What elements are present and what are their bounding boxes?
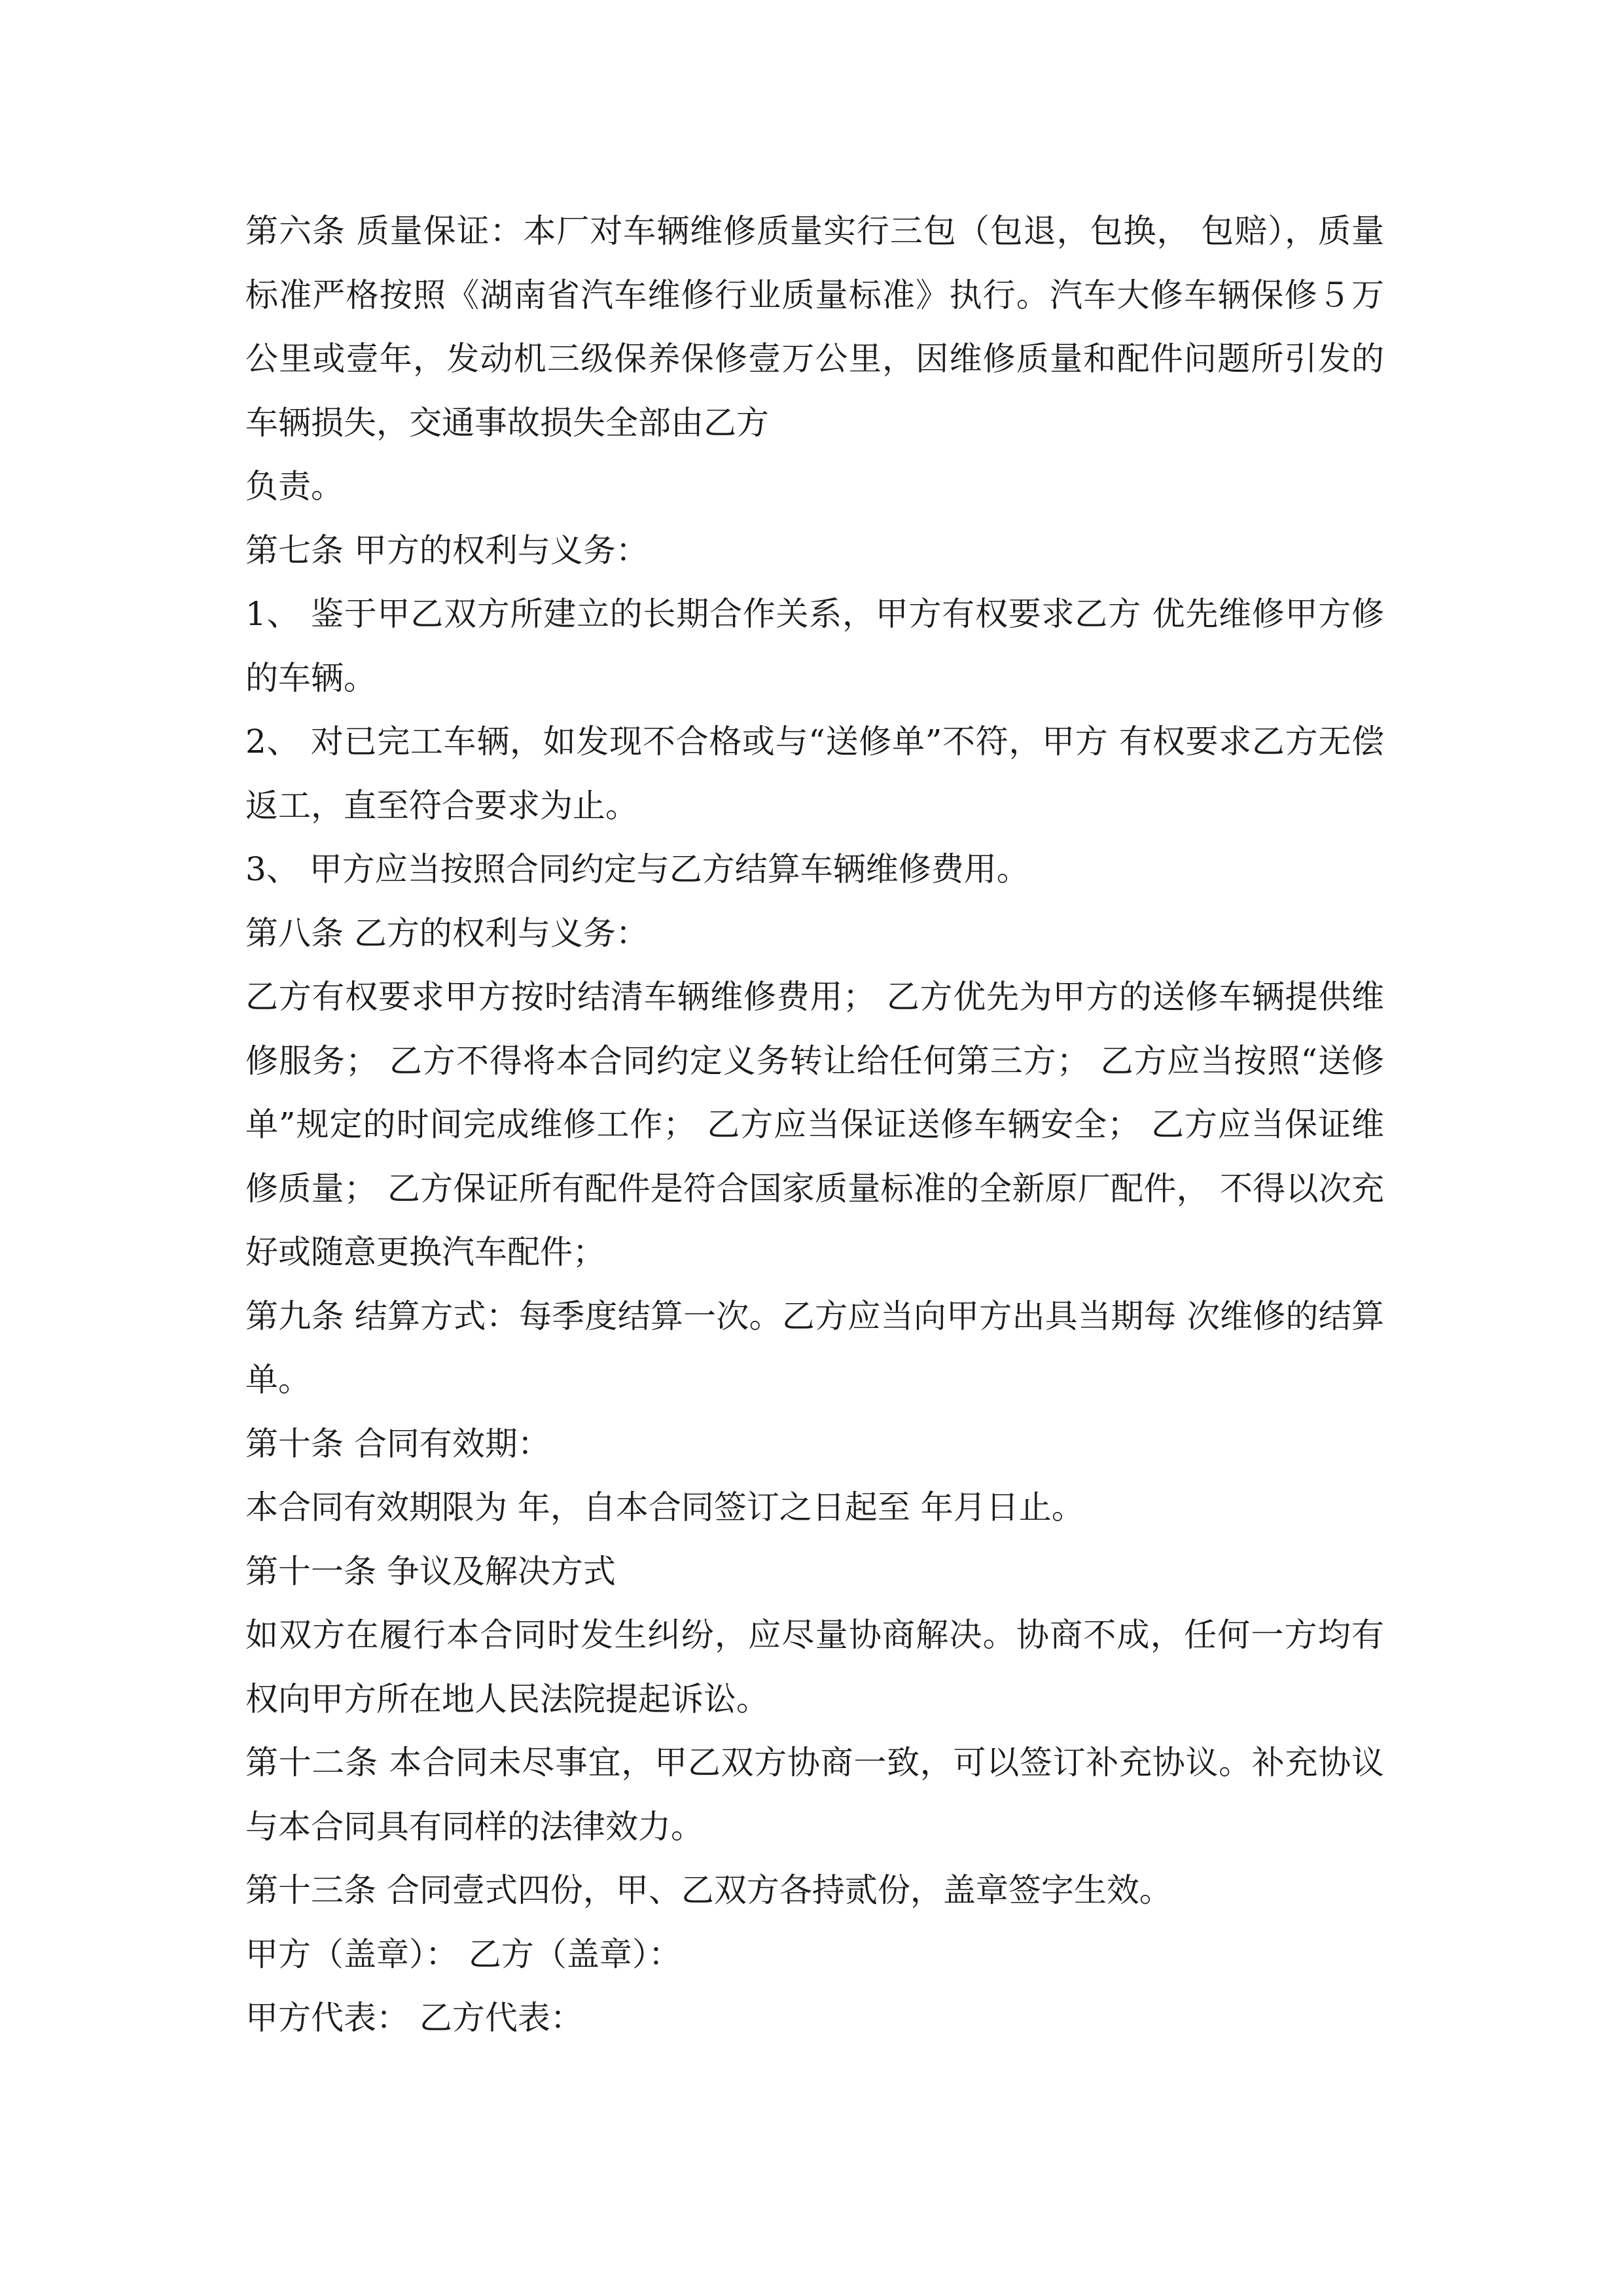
article-10-body: 本合同有效期限为 年，自本合同签订之日起至 年月日止。 [245,1488,1084,1526]
document-body [245,200,1384,2051]
article-11-body: 如双方在履行本合同时发生纠纷，应尽量协商解决。协商不成，任何一方均有权向甲方所在地人民法院提起诉讼。 [245,1616,1384,1718]
seal-line: 甲方（盖章）： 乙方（盖章）： [245,1935,681,1973]
article-8-body: 乙方有权要求甲方按时结清车辆维修费用； 乙方优先为甲方的送修车辆提供维修服务； 乙方不得将本合同约定义务转让给任何第三方； 乙方应当按照“送修单”规定的时间完成维修工作； 乙方应当保证送修车辆安全； 乙方应当保证维修质量； 乙方保证所有配件是符合国家质量标准的全新原厂配件， 不得以次充好或随意更换汽车配件； [245,978,1384,1271]
article-12-body: 第十二条 本合同未尽事宜，甲乙双方协商一致，可以签订补充协议。补充协议与本合同具有同样的法律效力。 [245,1744,1384,1846]
article-8-heading: 第八条 乙方的权利与义务： [245,914,649,952]
article-10-heading: 第十条 合同有效期： [245,1424,550,1463]
article-7-heading: 第七条 甲方的权利与义务： [245,531,649,569]
article-13-body: 第十三条 合同壹式四份，甲、乙双方各持贰份，盖章签字生效。 [245,1871,1172,1909]
article-9-settlement: 第九条 结算方式：每季度结算一次。乙方应当向甲方出具当期每 次维修的结算单。 [245,1297,1384,1399]
article-6-continuation: 负责。 [245,467,344,505]
article-11-heading: 第十一条 争议及解决方式 [245,1552,616,1590]
article-6-quality-guarantee: 第六条 质量保证：本厂对车辆维修质量实行三包（包退，包换， 包赔），质量标准严格按照《湖南省汽车维修行业质量标准》执行。汽车大修车辆保修５万公里或壹年，发动机三级保养保修壹万公里，因维修质量和配件问题所引发的车辆损失，交通事故损失全部由乙方 [245,212,1384,442]
article-7-item-1: 1、 鉴于甲乙双方所建立的长期合作关系，甲方有权要求乙方 优先维修甲方修的车辆。 [245,595,1384,697]
article-7-item-3: 3、 甲方应当按照合同约定与乙方结算车辆维修费用。 [245,850,1029,888]
representative-line: 甲方代表： 乙方代表： [245,1999,583,2037]
article-7-item-2: 2、 对已完工车辆，如发现不合格或与“送修单”不符，甲方 有权要求乙方无偿返工，直至符合要求为止。 [245,723,1384,825]
